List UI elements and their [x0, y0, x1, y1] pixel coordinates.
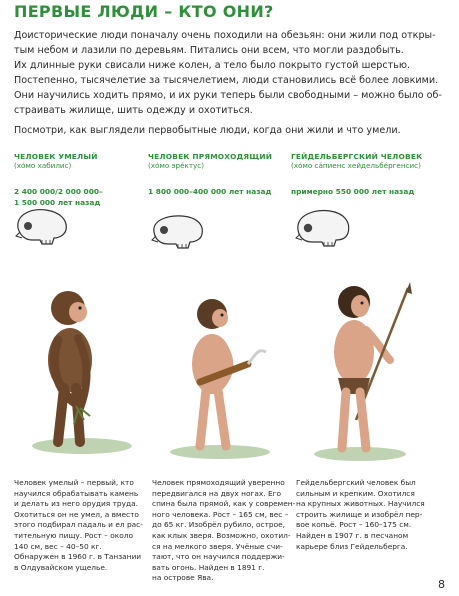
homo-erectus-figure — [160, 282, 280, 460]
species-latin: (хо́мо хабилис) — [14, 161, 72, 170]
intro-line: тым небом и лазили по деревьям. Питались они всем, что могли раздобыть. — [14, 45, 404, 56]
age-line: примерно 550 000 лет назад — [291, 187, 415, 196]
caption-habilis — [14, 478, 143, 573]
species-age — [14, 186, 103, 208]
intro-line: Они научились ходить прямо, и их руки теперь были свободными – можно было об- — [14, 90, 442, 101]
homo-heidelbergensis-figure — [304, 268, 414, 464]
caption-line: сильным и крепким. Охотился — [296, 488, 415, 498]
species-latin: (хо́мо са́пиенс хейдельбе́ргенсис) — [291, 161, 421, 170]
caption-line: тают, что он научился поддержи- — [152, 552, 285, 562]
caption-line: вое копьё. Рост – 160–175 см. — [296, 520, 412, 530]
species-age — [291, 186, 422, 197]
caption-erectus — [152, 478, 295, 584]
caption-line: Найден в 1907 г. в песчаном — [296, 530, 409, 540]
caption-line: на крупных животных. Научился — [296, 499, 425, 509]
caption-line: ного человека. Рост – 165 см, вес – — [152, 509, 289, 519]
caption-line: передвигался на двух ногах. Его — [152, 488, 282, 498]
species-latin: (хо́мо эре́ктус) — [148, 161, 205, 170]
caption-line: вать огонь. Найден в 1891 г. — [152, 562, 265, 572]
caption-line: Охотиться он не умел, а вместо — [14, 509, 139, 519]
species-habilis-header — [14, 152, 103, 208]
age-line: 2 400 000/2 000 000– — [14, 187, 103, 196]
species-name: ГЕЙДЕЛЬБЕРГСКИЙ ЧЕЛОВЕК — [291, 152, 423, 161]
species-name: ЧЕЛОВЕК ПРЯМОХОДЯЩИЙ — [148, 152, 273, 161]
intro-line: страивать жилище, шить одежду и охотиться. — [14, 105, 253, 116]
caption-line: ся на мелкого зверя. Учёные счи- — [152, 541, 283, 551]
age-line: 1 800 000–400 000 лет назад — [148, 187, 272, 196]
age-line: 1 500 000 лет назад — [14, 198, 101, 207]
caption-line: тительную пищу. Рост – около — [14, 530, 133, 540]
caption-line: в Олдувайском ущелье. — [14, 562, 108, 572]
caption-line: на острове Ява. — [152, 573, 214, 583]
skull-habilis-icon — [8, 206, 72, 248]
caption-line: спина была прямой, как у современ- — [152, 499, 296, 509]
homo-habilis-figure — [18, 268, 138, 458]
caption-line: как клык зверя. Возможно, охотил- — [152, 530, 291, 540]
species-name: ЧЕЛОВЕК УМЕЛЫЙ — [14, 152, 98, 161]
caption-heidelbergensis — [296, 478, 425, 552]
caption-line: строить жилище и изобрёл пер- — [296, 509, 423, 519]
caption-line: 140 см, вес – 40–50 кг. — [14, 541, 102, 551]
species-age — [148, 186, 272, 197]
caption-line: Гейдельбергский человек был — [296, 478, 416, 487]
caption-line: Человек прямоходящий уверенно — [152, 478, 285, 487]
skull-heidelbergensis-icon — [290, 208, 354, 250]
caption-line: научился обрабатывать камень — [14, 488, 139, 498]
intro-paragraph — [14, 28, 448, 118]
caption-line: карьере близ Гейдельберга. — [296, 541, 408, 551]
caption-line: этого подбирал падаль и ел рас- — [14, 520, 143, 530]
caption-line: и делать из него орудия труда. — [14, 499, 138, 509]
page-title: ПЕРВЫЕ ЛЮДИ – КТО ОНИ? — [14, 2, 274, 21]
intro-line: Их длинные руки свисали ниже колен, а тело было покрыто густой шерстью. — [14, 60, 410, 71]
intro-line: Постепенно, тысячелетие за тысячелетием, люди становились всё более ловкими. — [14, 75, 439, 86]
lead-sentence: Посмотри, как выглядели первобытные люди, когда они жили и что умели. — [14, 125, 401, 136]
species-erectus-header — [148, 152, 272, 197]
caption-line: до 65 кг. Изобрёл рубило, острое, — [152, 520, 285, 530]
intro-line: Доисторические люди поначалу очень походили на обезьян: они жили под откры- — [14, 30, 436, 41]
caption-line: Обнаружен в 1960 г. в Танзании — [14, 552, 142, 562]
skull-erectus-icon — [146, 212, 208, 252]
caption-line: Человек умелый – первый, кто — [14, 478, 134, 487]
species-heidelbergensis-header — [291, 152, 422, 197]
page-number: 8 — [438, 578, 445, 591]
